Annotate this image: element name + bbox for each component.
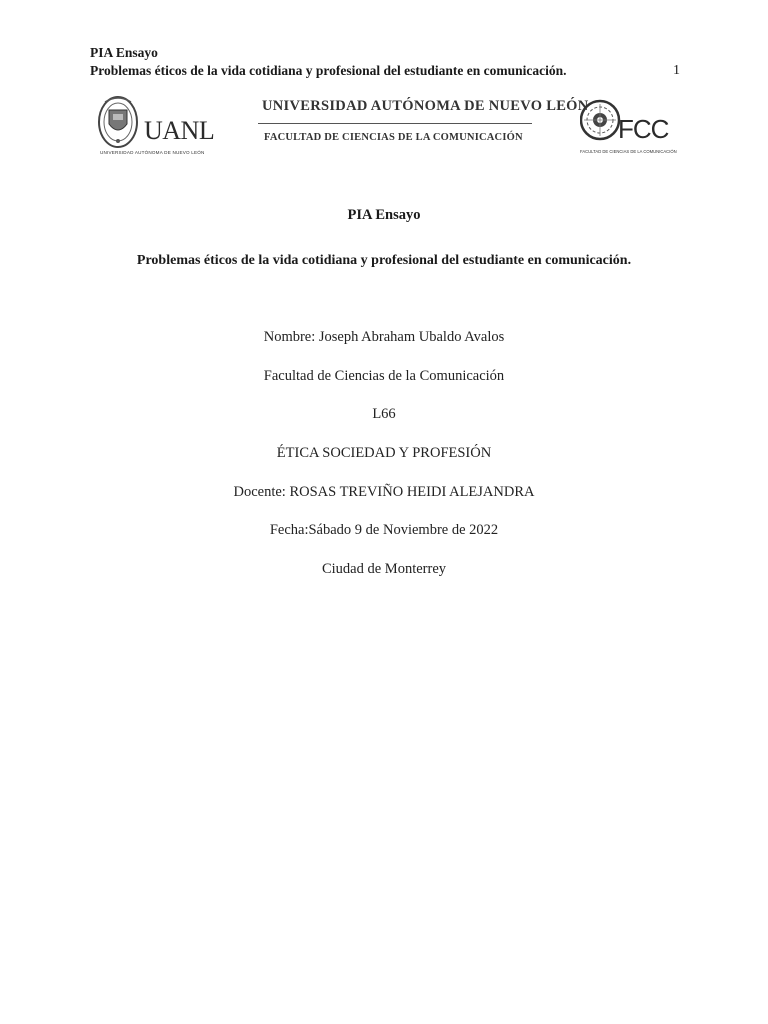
fcc-logo-subtext: FACULTAD DE CIENCIAS DE LA COMUNICACIÓN bbox=[580, 149, 677, 154]
faculty-name: FACULTAD DE CIENCIAS DE LA COMUNICACIÓN bbox=[264, 132, 523, 143]
document-subtitle: Problemas éticos de la vida cotidiana y profesional del estudiante en comunicación. bbox=[136, 253, 632, 268]
uanl-logo-text: UANL bbox=[144, 116, 215, 145]
teacher-line: Docente: ROSAS TREVIÑO HEIDI ALEJANDRA bbox=[233, 484, 535, 500]
running-head-subtitle: Problemas éticos de la vida cotidiana y profesional del estudiante en comunicación. bbox=[90, 63, 567, 78]
group-line: L66 bbox=[372, 406, 396, 422]
university-name: UNIVERSIDAD AUTÓNOMA DE NUEVO LEÓN bbox=[262, 98, 589, 114]
institution-banner bbox=[96, 90, 677, 162]
page-number: 1 bbox=[673, 63, 680, 78]
document-title: PIA Ensayo bbox=[347, 207, 421, 223]
date-line: Fecha:Sábado 9 de Noviembre de 2022 bbox=[269, 522, 499, 538]
subject-line: ÉTICA SOCIEDAD Y PROFESIÓN bbox=[276, 445, 492, 461]
faculty-line: Facultad de Ciencias de la Comunicación bbox=[263, 368, 505, 384]
running-head bbox=[90, 44, 680, 80]
uanl-logo-subtext: UNIVERSIDAD AUTÓNOMA DE NUEVO LEÓN bbox=[100, 150, 205, 155]
running-head-title: PIA Ensayo bbox=[90, 45, 158, 60]
banner-divider bbox=[258, 123, 532, 124]
city-line: Ciudad de Monterrey bbox=[321, 561, 447, 577]
student-name: Nombre: Joseph Abraham Ubaldo Avalos bbox=[263, 329, 505, 345]
fcc-logo-text: FCC bbox=[618, 114, 669, 144]
running-head-line2 bbox=[90, 62, 680, 80]
